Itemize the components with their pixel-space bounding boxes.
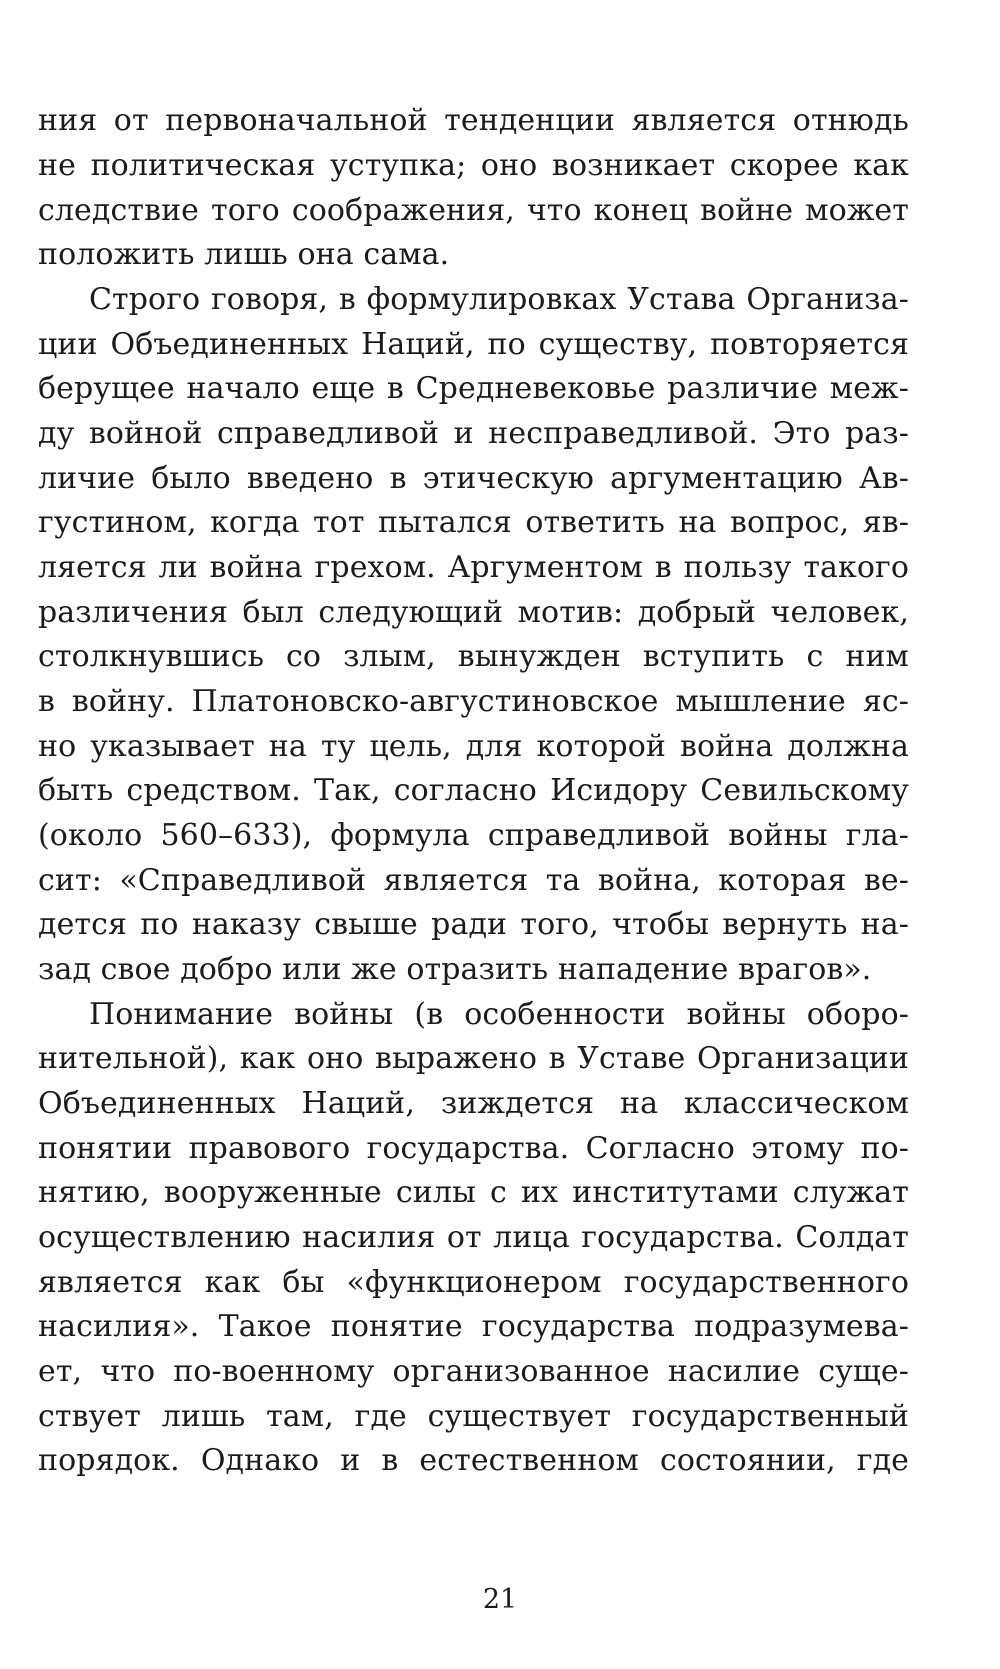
text-line: быть средством. Так, согласно Исидору Севильскому (38, 773, 909, 808)
text-line: не политическая уступка; оно возникает скорее как (38, 148, 909, 183)
text-line: ния от первоначальной тенденции является отнюдь (38, 103, 909, 138)
text-line: является как бы «функционером государственного (38, 1265, 909, 1300)
text-line: (около 560–633), формула справедливой войны гла- (38, 818, 909, 853)
text-line: ду войной справедливой и несправедливой. Это раз- (38, 416, 909, 451)
paragraph-first-line: Понимание войны (в особенности войны оборо- (89, 997, 909, 1032)
paragraph-first-line: Строго говоря, в формулировках Устава Организа- (89, 282, 909, 317)
text-line: столкнувшись со злым, вынужден вступить с ним (38, 639, 909, 674)
text-line: берущее начало еще в Средневековье различие меж- (38, 371, 909, 406)
text-line: насилия». Такое понятие государства подразумева- (38, 1309, 909, 1344)
text-line: следствие того соображения, что конец войне может (38, 193, 909, 228)
text-line: положить лишь она сама. (38, 237, 450, 272)
text-line: Объединенных Наций, зиждется на классическом (38, 1086, 909, 1121)
text-line: густином, когда тот пытался ответить на вопрос, яв- (38, 505, 909, 540)
text-line: сит: «Справедливой является та война, которая ве- (38, 863, 909, 898)
page-number: 21 (482, 1584, 518, 1615)
text-line: личие было введено в этическую аргументацию Ав- (38, 461, 909, 496)
text-line: нительной), как оно выражено в Уставе Организации (38, 1041, 909, 1076)
text-line: порядок. Однако и в естественном состоянии, где (38, 1443, 909, 1478)
text-line: но указывает на ту цель, для которой война должна (38, 729, 909, 764)
text-line: дется по наказу свыше ради того, чтобы вернуть на- (38, 907, 909, 942)
text-line: ствует лишь там, где существует государственный (38, 1399, 909, 1434)
text-line: зад свое добро или же отразить нападение врагов». (38, 952, 872, 987)
text-line: ет, что по-военному организованное насилие суще- (38, 1354, 909, 1389)
text-line: понятии правового государства. Согласно этому по- (38, 1131, 909, 1166)
text-line: ции Объединенных Наций, по существу, повторяется (38, 327, 909, 362)
text-line: осуществлению насилия от лица государства. Солдат (38, 1220, 909, 1255)
text-line: в войну. Платоновско-августиновское мышление яс- (38, 684, 909, 719)
text-line: различения был следующий мотив: добрый человек, (38, 595, 909, 630)
text-line: ляется ли война грехом. Аргументом в пользу такого (38, 550, 909, 585)
text-line: нятию, вооруженные силы с их институтами служат (38, 1175, 909, 1210)
